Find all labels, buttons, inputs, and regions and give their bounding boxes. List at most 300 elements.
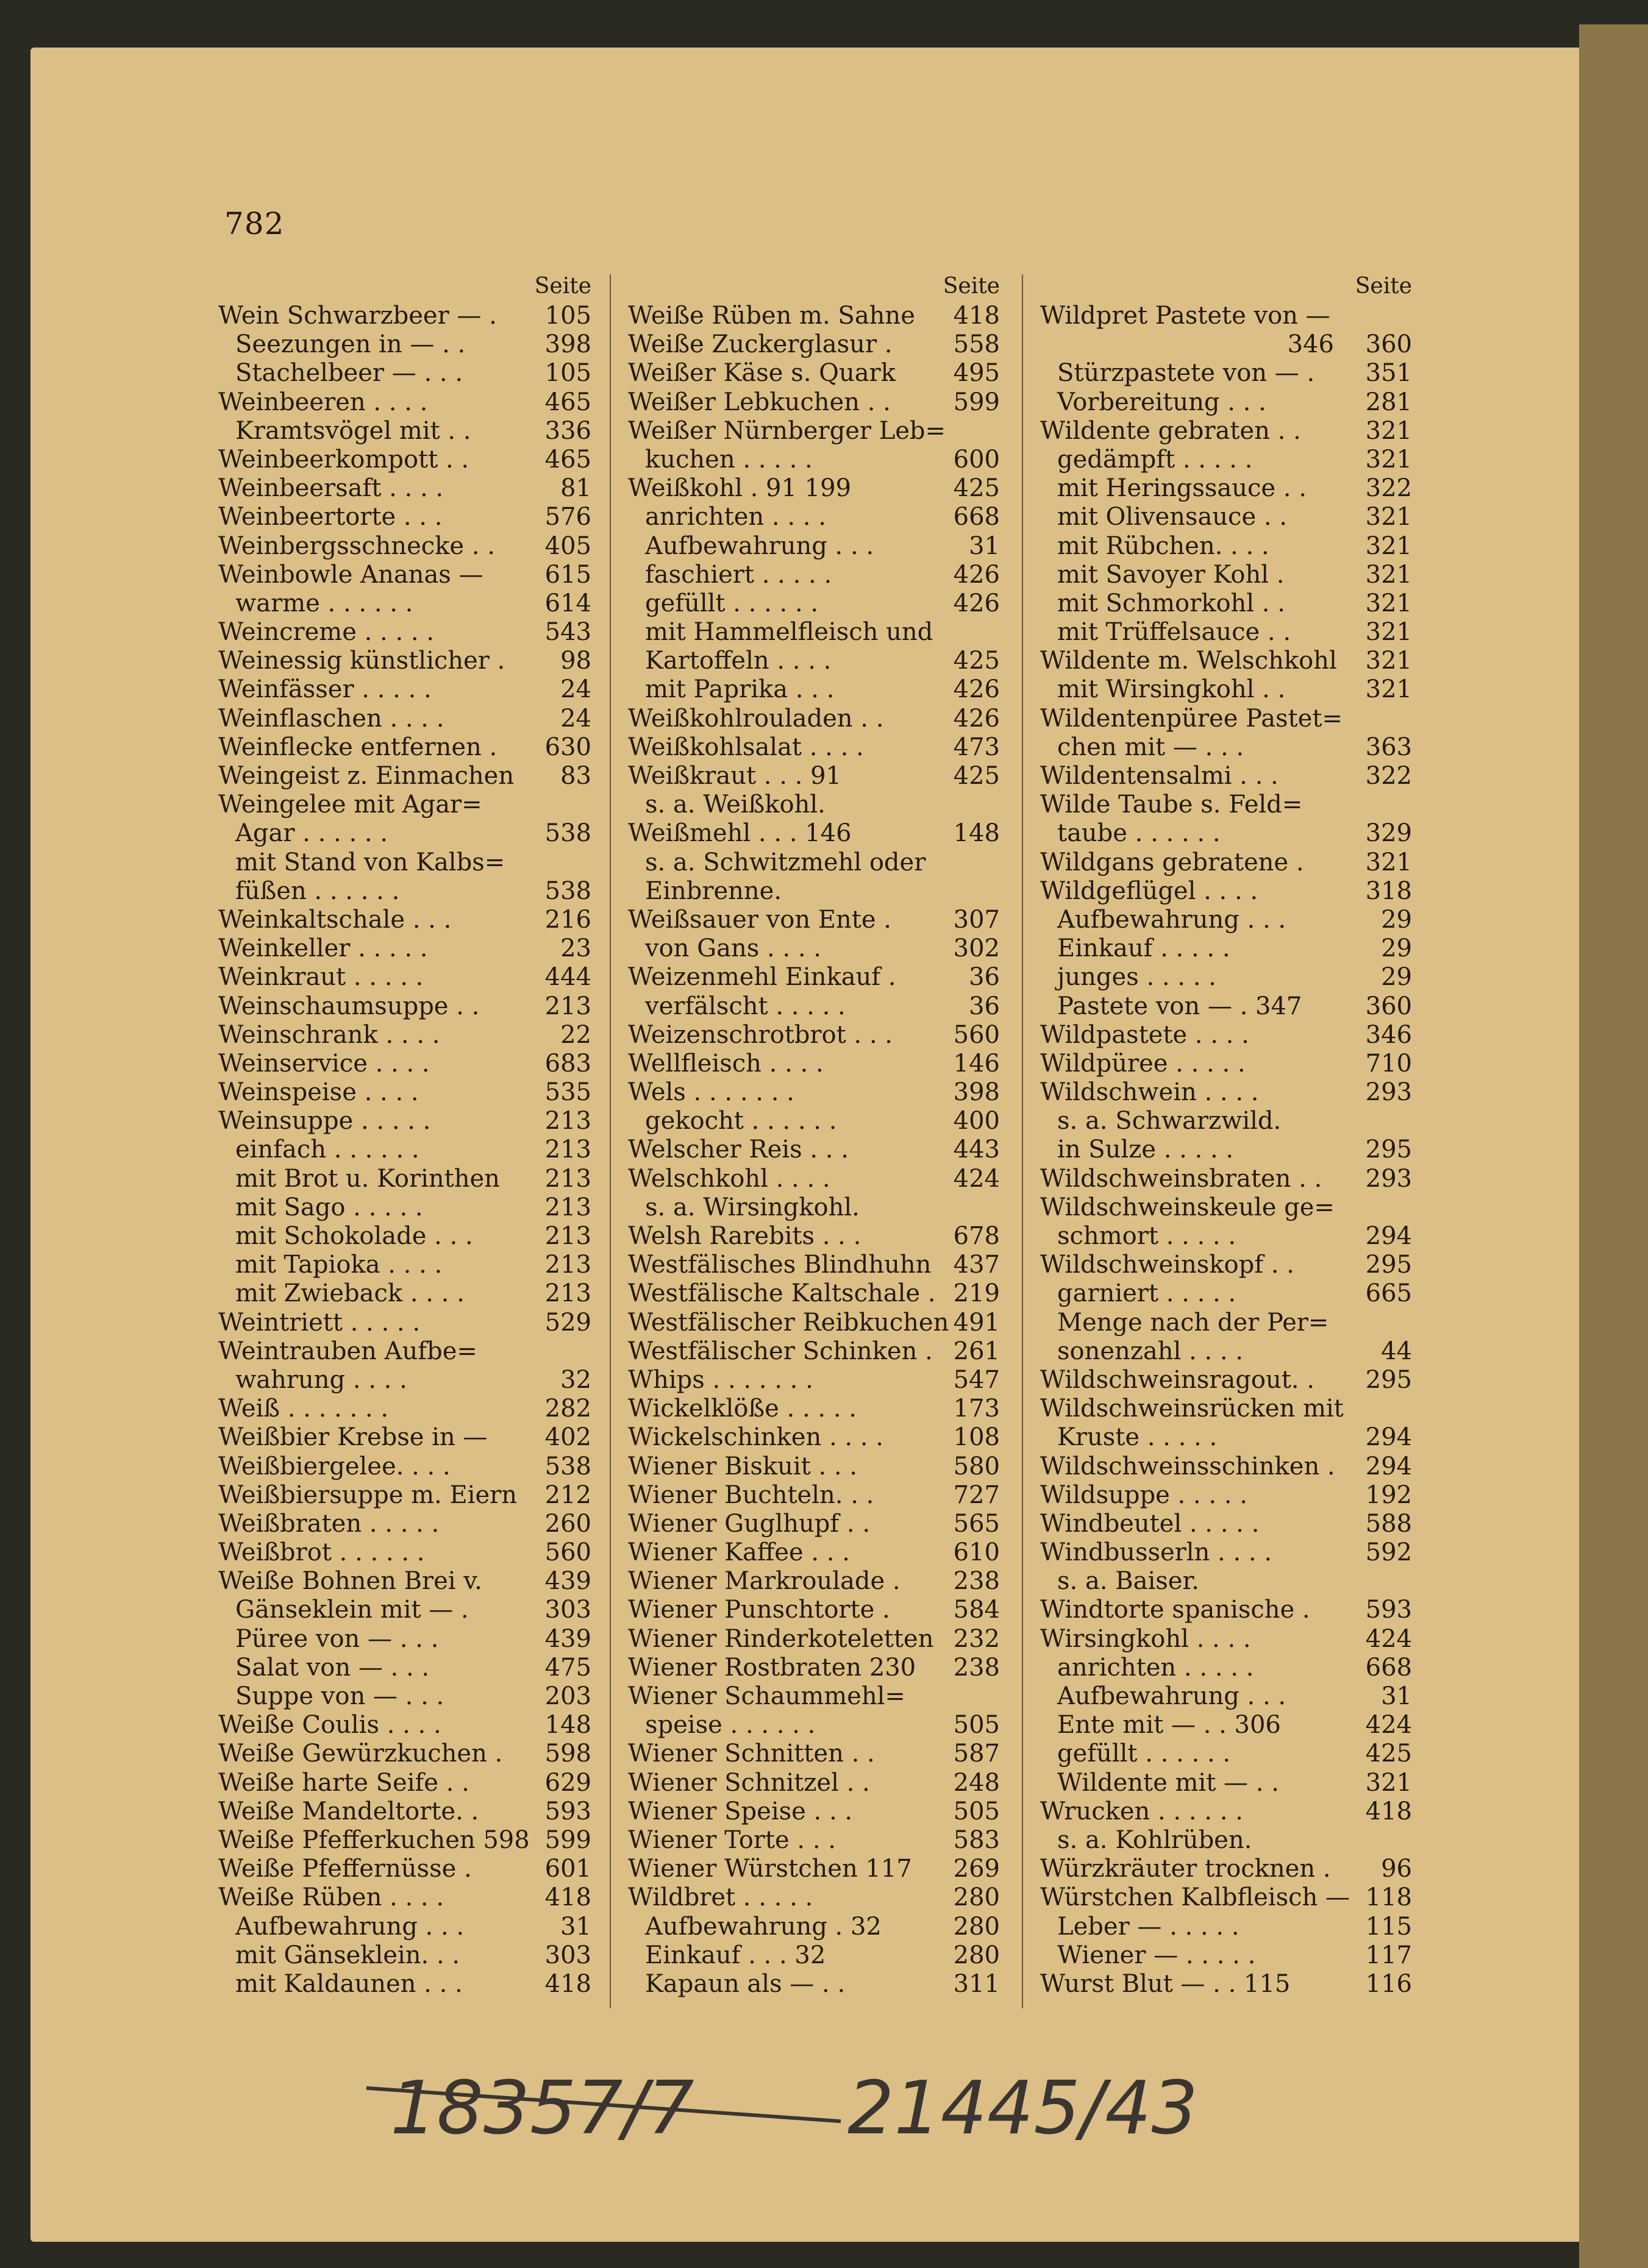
entry-term: Weiße Zuckerglasur .: [628, 330, 893, 359]
index-entry: [1040, 1481, 1412, 1510]
entry-page: 600: [953, 445, 1000, 474]
entry-term: chen mit — . . .: [1057, 733, 1244, 761]
index-entry: [218, 1538, 591, 1567]
entry-page: 505: [953, 1711, 1000, 1740]
entry-page: 281: [1365, 388, 1412, 416]
entry-term: sonenzahl . . . .: [1057, 1337, 1243, 1365]
entry-term: Wildschweinskopf . .: [1040, 1251, 1294, 1279]
entry-page: 117: [1365, 1941, 1412, 1969]
entry-term: s. a. Schwarzwild.: [1057, 1107, 1282, 1136]
entry-page: 465: [544, 388, 591, 416]
index-entry: [1040, 1596, 1412, 1624]
index-entry: [1040, 819, 1412, 848]
index-entry: [628, 446, 1000, 474]
entry-term: Weintrauben Aufbe=: [218, 1337, 477, 1365]
entry-page: 321: [1365, 589, 1412, 617]
index-entry: [218, 1682, 591, 1711]
index-entry: [1040, 1395, 1412, 1423]
entry-term: Weißkohlrouladen . .: [628, 704, 884, 733]
index-entry: [1040, 906, 1412, 934]
entry-term: Weinflaschen . . . .: [218, 704, 444, 733]
entry-page: 322: [1365, 474, 1412, 503]
index-entry: [1040, 1222, 1412, 1251]
entry-page: 601: [544, 1855, 591, 1883]
index-entry: [218, 1797, 591, 1826]
entry-term: Weinschrank . . . .: [218, 1020, 440, 1049]
entry-page: 115: [1365, 1912, 1412, 1941]
entry-page: 437: [953, 1251, 1000, 1279]
index-entry: [628, 1309, 1000, 1337]
entry-page: 321: [1365, 503, 1412, 531]
entry-page: 212: [544, 1481, 591, 1509]
entry-page: 294: [1365, 1423, 1412, 1452]
entry-page: 280: [953, 1912, 1000, 1941]
entry-term: Wildschweinsragout. .: [1040, 1365, 1314, 1394]
index-entry: [628, 1682, 1000, 1711]
index-entry: [1040, 705, 1412, 733]
entry-page: 583: [953, 1825, 1000, 1854]
entry-page: 599: [953, 388, 1000, 416]
entry-term: Wildbret . . . . .: [628, 1883, 813, 1912]
entry-term: Vorbereitung . . .: [1057, 388, 1266, 416]
entry-term: Wildpret Pastete von —: [1040, 302, 1330, 330]
entry-term: Wiener Punschtorte .: [628, 1596, 890, 1624]
index-entry: [1040, 1740, 1412, 1768]
index-entry: [628, 1740, 1000, 1768]
index-entry: [1040, 330, 1412, 359]
entry-page: 560: [544, 1538, 591, 1567]
entry-term: Weißer Lebkuchen . .: [628, 388, 891, 416]
index-entry: [218, 1740, 591, 1768]
entry-term: Westfälisches Blindhuhn: [628, 1251, 932, 1279]
entry-term: verfälscht . . . . .: [645, 992, 846, 1020]
index-entry: [628, 1337, 1000, 1366]
entry-page: 213: [544, 992, 591, 1020]
entry-term: Kapaun als — . .: [645, 1969, 846, 1998]
index-entry: [628, 1941, 1000, 1970]
entry-page: 280: [953, 1883, 1000, 1912]
index-entry: [218, 503, 591, 531]
entry-page: 32: [560, 1365, 591, 1394]
entry-term: Weinflecke entfernen .: [218, 733, 498, 761]
entry-page: 321: [1365, 848, 1412, 876]
entry-page: 238: [953, 1653, 1000, 1682]
index-entry: [218, 1711, 591, 1740]
index-entry: [1040, 1050, 1412, 1078]
index-entry: [628, 417, 1000, 446]
entry-term: Weinessig künstlicher .: [218, 647, 505, 675]
index-entry: [628, 561, 1000, 589]
entry-page: 402: [544, 1423, 591, 1452]
entry-term: Weißer Käse s. Quark: [628, 359, 896, 388]
entry-page: 473: [953, 733, 1000, 761]
entry-term: Wiener Speise . . .: [628, 1797, 853, 1825]
index-entry: [218, 1395, 591, 1423]
entry-page: 418: [544, 1883, 591, 1912]
entry-term: Weißsauer von Ente .: [628, 905, 891, 934]
entry-term: Agar . . . . . .: [235, 819, 388, 848]
entry-page: 405: [544, 531, 591, 560]
entry-term: Gänseklein mit — .: [235, 1596, 469, 1624]
entry-page: 588: [1365, 1509, 1412, 1538]
index-entry: [628, 1510, 1000, 1538]
index-entry: [218, 705, 591, 733]
entry-term: mit Savoyer Kohl .: [1057, 560, 1285, 589]
index-entry: [628, 1395, 1000, 1423]
entry-term: Weiß . . . . . . .: [218, 1395, 389, 1423]
entry-term: mit Zwieback . . . .: [235, 1279, 465, 1308]
entry-page: 213: [544, 1107, 591, 1136]
entry-term: anrichten . . . . .: [1057, 1653, 1254, 1682]
seite-header: Seite: [1355, 274, 1412, 299]
entry-page: 213: [544, 1136, 591, 1164]
entry-term: Weißbier Krebse in —: [218, 1423, 488, 1452]
index-entry: [1040, 1682, 1412, 1711]
index-entry: [628, 330, 1000, 359]
entry-page: 444: [544, 963, 591, 992]
index-entry: [628, 1913, 1000, 1941]
entry-page: 614: [544, 589, 591, 617]
entry-term: Seezungen in — . .: [235, 330, 466, 359]
index-entry: [218, 733, 591, 762]
entry-term: Wellfleisch . . . .: [628, 1049, 824, 1078]
index-entry: [1040, 302, 1412, 330]
entry-term: Weingeist z. Einmachen: [218, 762, 515, 790]
index-entry: [628, 1855, 1000, 1883]
index-entry: [628, 1567, 1000, 1596]
entry-page: 318: [1365, 876, 1412, 905]
entry-term: einfach . . . . . .: [235, 1136, 419, 1164]
entry-term: Weinsuppe . . . . .: [218, 1107, 431, 1136]
index-entry: [218, 963, 591, 992]
index-entry: [1040, 359, 1412, 388]
index-entry: [628, 359, 1000, 388]
entry-page: 592: [1365, 1538, 1412, 1567]
entry-page: 213: [544, 1279, 591, 1308]
index-entry: [628, 1251, 1000, 1279]
entry-term: Wiener Rostbraten 230: [628, 1653, 916, 1682]
entry-page: 505: [953, 1797, 1000, 1825]
index-entry: [218, 762, 591, 791]
entry-term: gedämpft . . . . .: [1057, 445, 1253, 474]
index-entry: [628, 474, 1000, 503]
entry-term: faschiert . . . . .: [645, 560, 832, 589]
entry-term: mit Trüffelsauce . .: [1057, 618, 1291, 647]
entry-page: 439: [544, 1567, 591, 1596]
index-entry: [628, 1107, 1000, 1136]
entry-page: 321: [1365, 560, 1412, 589]
entry-term: Weiße Pfeffernüsse .: [218, 1855, 472, 1883]
index-entry: [628, 762, 1000, 791]
entry-page: 665: [1365, 1279, 1412, 1308]
entry-term: in Sulze . . . . .: [1057, 1136, 1234, 1164]
index-entry: [628, 1826, 1000, 1855]
index-entry: [1040, 1711, 1412, 1740]
entry-page: 576: [544, 503, 591, 531]
entry-term: Wirsingkohl . . . .: [1040, 1624, 1251, 1653]
index-entry: [628, 302, 1000, 330]
entry-page: 336: [544, 416, 591, 445]
index-entry: [218, 1913, 591, 1941]
entry-page: 81: [560, 474, 591, 503]
entry-term: Einkauf . . . 32: [645, 1941, 826, 1969]
entry-page: 424: [1365, 1624, 1412, 1653]
entry-page: 610: [953, 1538, 1000, 1567]
entry-term: Wiener Torte . . .: [628, 1825, 836, 1854]
entry-page: 629: [544, 1768, 591, 1797]
index-entry: [1040, 762, 1412, 791]
entry-term: s. a. Kohlrüben.: [1057, 1825, 1252, 1854]
entry-page: 418: [1365, 1797, 1412, 1825]
entry-term: mit Olivensauce . .: [1057, 503, 1287, 531]
entry-term: Wildgeflügel . . . .: [1040, 876, 1258, 905]
entry-term: s. a. Wirsingkohl.: [645, 1193, 860, 1221]
entry-term: Weinbeerkompott . .: [218, 445, 469, 474]
index-entry: [1040, 877, 1412, 906]
index-entry: [628, 1193, 1000, 1222]
index-entry: [1040, 1826, 1412, 1855]
index-entry: [1040, 1538, 1412, 1567]
entry-term: Wildente mit — . .: [1057, 1768, 1279, 1797]
entry-term: mit Brot u. Korinthen: [235, 1164, 500, 1193]
entry-term: Salat von — . . .: [235, 1653, 430, 1682]
entry-term: Wildschweinsrücken mit: [1040, 1395, 1344, 1423]
entry-page: 105: [544, 359, 591, 388]
entry-term: Weiße Rüben . . . .: [218, 1883, 444, 1912]
entry-term: Wurst Blut — . . 115: [1040, 1969, 1291, 1998]
index-entry: [218, 618, 591, 647]
entry-term: Weizenschrotbrot . . .: [628, 1020, 893, 1049]
entry-page: 293: [1365, 1078, 1412, 1107]
index-entry: [218, 1654, 591, 1682]
index-entry: [218, 417, 591, 446]
entry-page: 280: [953, 1941, 1000, 1969]
index-entry: [218, 1970, 591, 1999]
entry-page: 83: [560, 762, 591, 790]
entry-page: 98: [560, 647, 591, 675]
index-entry: [218, 1481, 591, 1510]
seite-header: Seite: [943, 274, 1000, 299]
entry-page: 307: [953, 905, 1000, 934]
entry-page: 322: [1365, 762, 1412, 790]
entry-page: 282: [544, 1395, 591, 1423]
entry-term: Wickelschinken . . . .: [628, 1423, 883, 1452]
entry-term: Weißer Nürnberger Leb=: [628, 416, 946, 445]
index-entry: [628, 934, 1000, 963]
index-entry: [628, 819, 1000, 848]
entry-term: Weiße harte Seife . .: [218, 1768, 469, 1797]
entry-page: 36: [969, 992, 1000, 1020]
index-entry: [1040, 474, 1412, 503]
entry-page: 116: [1365, 1969, 1412, 1998]
index-entry: [218, 819, 591, 848]
entry-page: 219: [953, 1279, 1000, 1308]
entry-page: 424: [1365, 1711, 1412, 1740]
entry-term: mit Gänseklein. . .: [235, 1941, 460, 1969]
index-entry: [218, 992, 591, 1021]
entry-page: 426: [953, 704, 1000, 733]
page-number: 782: [224, 206, 285, 241]
entry-page: 203: [544, 1682, 591, 1710]
entry-term: Weingelee mit Agar=: [218, 791, 482, 819]
entry-term: Wiener Markroulade .: [628, 1567, 901, 1596]
entry-page: 321: [1365, 531, 1412, 560]
index-entry: [1040, 388, 1412, 417]
entry-term: Aufbewahrung . 32: [645, 1912, 882, 1941]
index-entry: [628, 1021, 1000, 1050]
index-entry: [1040, 1654, 1412, 1682]
entry-term: schmort . . . . .: [1057, 1222, 1236, 1250]
entry-term: Wildentensalmi . . .: [1040, 762, 1279, 790]
entry-page: 529: [544, 1308, 591, 1337]
index-entry: [1040, 1078, 1412, 1107]
entry-term: Wildschwein . . . .: [1040, 1078, 1259, 1107]
seite-header: Seite: [534, 274, 591, 299]
index-entry: [218, 1279, 591, 1308]
entry-page: 495: [953, 359, 1000, 388]
index-entry: [218, 1222, 591, 1251]
index-entry: [1040, 1251, 1412, 1279]
index-entry: [1040, 446, 1412, 474]
index-entry: [218, 1567, 591, 1596]
entry-term: Weinfässer . . . . .: [218, 675, 432, 704]
entry-term: Welschkohl . . . .: [628, 1164, 830, 1193]
index-entry: [1040, 992, 1412, 1021]
index-entry: [628, 1883, 1000, 1912]
entry-page: 491: [953, 1308, 1000, 1337]
index-entry: [1040, 1366, 1412, 1395]
entry-term: Weinspeise . . . .: [218, 1078, 419, 1107]
entry-term: mit Hammelfleisch und: [645, 618, 933, 647]
entry-page: 118: [1365, 1883, 1412, 1912]
entry-term: mit Schokolade . . .: [235, 1222, 473, 1250]
entry-term: Aufbewahrung . . .: [235, 1912, 465, 1941]
entry-term: Wildgans gebratene .: [1040, 848, 1304, 876]
index-entry: [1040, 1970, 1412, 1999]
index-entry: [1040, 1883, 1412, 1912]
index-entry: [218, 1107, 591, 1136]
entry-page: 475: [544, 1653, 591, 1682]
index-entry: [1040, 1855, 1412, 1883]
entry-term: Weinbowle Ananas —: [218, 560, 483, 589]
entry-page: 360: [1365, 330, 1412, 359]
entry-term: s. a. Baiser.: [1057, 1567, 1199, 1596]
entry-term: 346: [1287, 330, 1334, 359]
entry-page: 593: [544, 1797, 591, 1825]
entry-page: 710: [1365, 1049, 1412, 1078]
index-entry: [1040, 589, 1412, 618]
entry-page: 29: [1381, 934, 1412, 963]
index-entry: [628, 906, 1000, 934]
entry-term: Wels . . . . . . .: [628, 1078, 794, 1107]
entry-page: 398: [953, 1078, 1000, 1107]
index-entry: [1040, 1913, 1412, 1941]
entry-page: 565: [953, 1509, 1000, 1538]
entry-page: 232: [953, 1624, 1000, 1653]
entry-term: Wiener — . . . . .: [1057, 1941, 1256, 1969]
entry-page: 295: [1365, 1365, 1412, 1394]
index-entry: [1040, 561, 1412, 589]
index-entry: [628, 705, 1000, 733]
entry-term: Aufbewahrung . . .: [1057, 1682, 1286, 1710]
entry-term: von Gans . . . .: [645, 934, 821, 963]
entry-term: Weiße Pfefferkuchen 598: [218, 1825, 530, 1854]
entry-term: Windbeutel . . . . .: [1040, 1509, 1260, 1538]
entry-page: 598: [544, 1740, 591, 1768]
entry-page: 36: [969, 963, 1000, 992]
index-entry: [218, 1769, 591, 1797]
index-entry: [628, 675, 1000, 704]
entry-page: 31: [969, 531, 1000, 560]
index-entry: [218, 1625, 591, 1654]
index-entry: [628, 1596, 1000, 1624]
entry-page: 558: [953, 330, 1000, 359]
index-entry: [1040, 1021, 1412, 1050]
index-column-1: [218, 271, 591, 1999]
index-entry: [1040, 503, 1412, 531]
index-entry: [628, 877, 1000, 906]
index-entry: [218, 1021, 591, 1050]
entry-term: Stürzpastete von — .: [1057, 359, 1315, 388]
index-entry: [218, 1309, 591, 1337]
entry-term: Weinschaumsuppe . .: [218, 992, 480, 1020]
entry-page: 248: [953, 1768, 1000, 1797]
entry-term: mit Rübchen. . . .: [1057, 531, 1269, 560]
index-entry: [628, 1481, 1000, 1510]
index-entry: [628, 1423, 1000, 1452]
entry-term: Wildschweinsschinken .: [1040, 1452, 1335, 1481]
index-entry: [218, 532, 591, 561]
entry-page: 321: [1365, 675, 1412, 704]
entry-page: 426: [953, 589, 1000, 617]
entry-page: 96: [1381, 1855, 1412, 1883]
index-entry: [1040, 1452, 1412, 1481]
entry-term: Weinbeersaft . . . .: [218, 474, 444, 503]
entry-term: kuchen . . . . .: [645, 445, 813, 474]
index-entry: [1040, 1136, 1412, 1164]
index-entry: [1040, 1769, 1412, 1797]
index-entry: [1040, 417, 1412, 446]
column-divider: [1022, 274, 1023, 2008]
index-entry: [628, 791, 1000, 819]
entry-term: Welsh Rarebits . . .: [628, 1222, 861, 1250]
index-entry: [628, 1050, 1000, 1078]
entry-term: Weincreme . . . . .: [218, 618, 435, 647]
index-entry: [1040, 1309, 1412, 1337]
entry-page: 584: [953, 1596, 1000, 1624]
index-entry: [218, 1193, 591, 1222]
entry-term: Westfälischer Schinken .: [628, 1337, 933, 1365]
index-entry: [628, 1222, 1000, 1251]
entry-term: Menge nach der Per=: [1057, 1308, 1329, 1337]
index-entry: [218, 647, 591, 675]
entry-page: 398: [544, 330, 591, 359]
entry-page: 329: [1365, 819, 1412, 848]
entry-page: 148: [544, 1711, 591, 1740]
index-entry: [1040, 1423, 1412, 1452]
entry-page: 302: [953, 934, 1000, 963]
entry-term: Aufbewahrung . . .: [1057, 905, 1286, 934]
index-entry: [1040, 1941, 1412, 1970]
index-entry: [1040, 1797, 1412, 1826]
entry-term: Püree von — . . .: [235, 1624, 439, 1653]
entry-term: mit Sago . . . . .: [235, 1193, 423, 1221]
index-entry: [628, 992, 1000, 1021]
index-entry: [628, 963, 1000, 992]
entry-page: 44: [1381, 1337, 1412, 1365]
entry-term: warme . . . . . .: [235, 589, 413, 617]
entry-page: 630: [544, 733, 591, 761]
